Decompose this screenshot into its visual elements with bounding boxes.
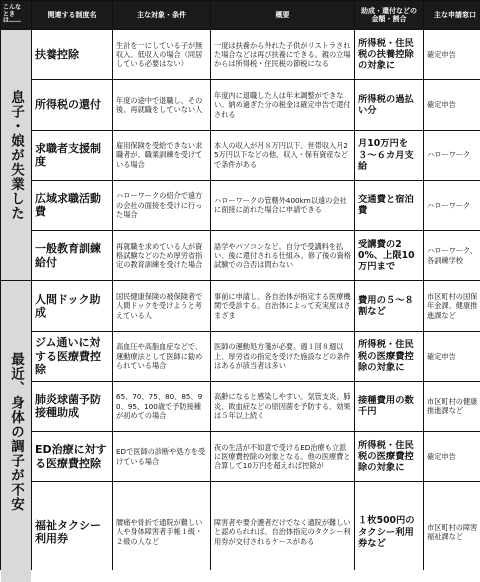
section-unemployed [1, 30, 31, 280]
row-summary: 年度内に退職した人は年末調整ができない。納め過ぎた分の税金は確定申告で還付される [211, 80, 354, 129]
row-window: 市区町村の健康推進課など [424, 382, 480, 431]
header-program-name: 関連する制度名 [32, 1, 112, 29]
row-name: 福祉タクシー利用券 [32, 482, 112, 582]
row-name: 人間ドック助成 [32, 281, 112, 330]
row-condition: 年度の途中で退職し、その後、再就職をしていない人 [113, 80, 210, 129]
row-window: 確定申告 [424, 80, 480, 129]
section-label: 最近、身体の調子が不安 [8, 351, 24, 512]
row-name: 肺炎球菌予防接種助成 [32, 382, 112, 431]
row-amount: 所得税・住民税の扶養控除の対象に [355, 30, 423, 79]
row-name: 所得税の還付 [32, 80, 112, 129]
row-window: ハローワーク [424, 181, 480, 230]
row-summary: 高齢になると感染しやすい。気管支炎、肺炎、敗血症などの原因菌を予防する。効果は５年以上続く [211, 382, 354, 431]
row-window: 確定申告 [424, 332, 480, 381]
row-summary: 障害者や要介護者だけでなく通院が難しいと認められれば、自治体指定のタクシー利用券が交付されるケースがある [211, 482, 354, 582]
row-summary: ハローワークの管轄外400km以遠の会社に面接に訪れた場合に申請できる [211, 181, 354, 230]
row-amount: 所得税の過払い分 [355, 80, 423, 129]
section-health [1, 281, 31, 582]
row-amount: 費用の５〜８割など [355, 281, 423, 330]
header-summary: 概要 [211, 1, 354, 29]
row-amount: １枚500円のタクシー利用券など [355, 482, 423, 582]
row-summary: 医師の運動処方箋が必要。週１回８週以上、厚労省の指定を受けた施設などの条件はあるが該当者は多い [211, 332, 354, 381]
row-condition: 雇用保険を受給できない求職者が、職業訓練を受けている場合 [113, 131, 210, 180]
row-condition: EDで医師の診断や処方を受けている場合 [113, 432, 210, 481]
row-condition: 高血圧や高脂血症などで、運動療法として医師に勧められている場合 [113, 332, 210, 381]
row-name: ジム通いに対する医療費控除 [32, 332, 112, 381]
row-summary: 語学やパソコンなど。自分で受講料を払い、後に還付される仕組み。修了後の資格試験での合否は問わない [211, 231, 354, 280]
section-label: 息子・娘が失業した [8, 89, 24, 221]
row-amount: 交通費と宿泊費 [355, 181, 423, 230]
row-name: 求職者支援制度 [32, 131, 112, 180]
header-amount: 助成・還付などの 金額・割合 [355, 1, 423, 29]
row-amount: 接種費用の数千円 [355, 382, 423, 431]
row-window: 市区町村の障害福祉課など [424, 482, 480, 582]
row-amount: 月10万円を３〜６カ月支給 [355, 131, 423, 180]
row-condition: 腰痛や骨折で通院が難しい人や身体障害者手帳１級・２級の人など [113, 482, 210, 582]
row-window: ハローワーク、各訓練学校 [424, 231, 480, 280]
row-name: 広域求職活動費 [32, 181, 112, 230]
row-condition: 65、70、75、80、85、90、95、100歳で予防接種が初めての場合 [113, 382, 210, 431]
row-condition: 生計を一にしている子が無収入、低収入の場合（同居している必要はない） [113, 30, 210, 79]
row-summary: 本人の収入が月８万円以下、世帯収入月25万円以下などの他、収入・保有資産などで条件がある [211, 131, 354, 180]
header-situation: こんな ときは…… [1, 1, 31, 29]
row-name: 扶養控除 [32, 30, 112, 79]
row-window: ハローワーク [424, 131, 480, 180]
row-condition: ハローワークの紹介で遠方の会社の面接を受けに行った場合 [113, 181, 210, 230]
row-name: ED治療に対する医療費控除 [32, 432, 112, 481]
row-amount: 所得税・住民税の医療費控除の対象に [355, 432, 423, 481]
row-summary: 一度は扶養から外れた子供がリストラされた場合などは再び扶養にできる。親の立場からは所得税・住民税の節税になる [211, 30, 354, 79]
row-window: 確定申告 [424, 432, 480, 481]
row-condition: 再就職を求めている人が資格試験などのため厚労省指定の教育訓練を受けた場合 [113, 231, 210, 280]
row-summary: 夜の生活が不如意で受けるED治療も立派に医療費控除の対象となる。他の医療費と合算して10万円を超えれば控除が [211, 432, 354, 481]
row-summary: 事前に申請し、各自治体が指定する医療機関で受診する。自治体によって充実度はさまざま [211, 281, 354, 330]
row-window: 市区町村の国保年金課、健康推進課など [424, 281, 480, 330]
header-window: 主な申請窓口 [424, 1, 480, 29]
row-window: 確定申告 [424, 30, 480, 79]
row-amount: 受講費の20%、上限10万円まで [355, 231, 423, 280]
row-name: 一般教育訓練給付 [32, 231, 112, 280]
header-target: 主な対象・条件 [113, 1, 210, 29]
row-amount: 所得税・住民税の医療費控除の対象に [355, 332, 423, 381]
row-condition: 国民健康保険の被保険者で人間ドックを受けようと考えている人 [113, 281, 210, 330]
